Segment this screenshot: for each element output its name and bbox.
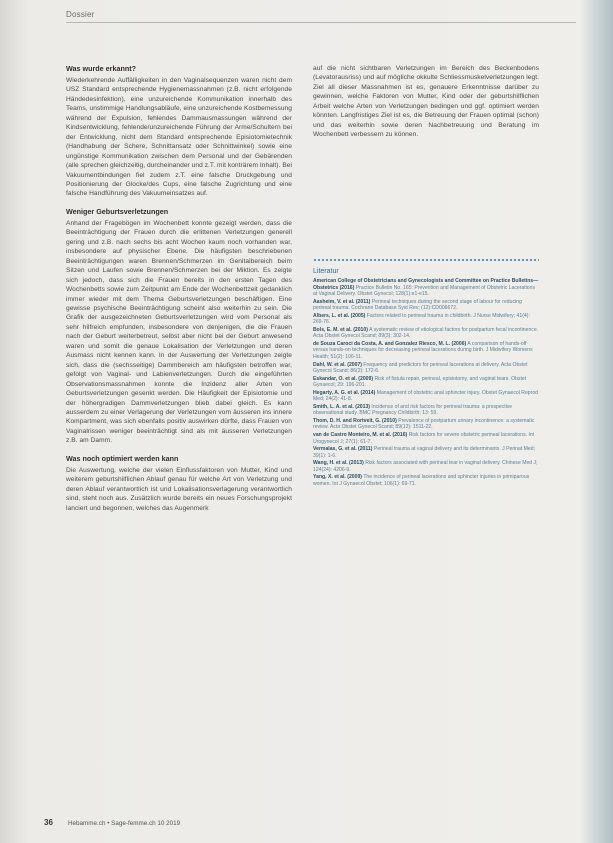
left-column bbox=[66, 64, 292, 521]
section-body: Wiederkehrende Auffälligkeiten in den Vaginalsequenzen waren nicht dem USZ Standard entsprechende Hygienemassnahmen (z.B. nicht erfolgende Händedesinfektion), eine unzureichende Kommunikation innerhalb des Teams, unstimmige Handlungsabläufe, eine unzureichende Kostbemessung während der Expulsion, fehlendes Dammausmassungen während der Kindsentwicklung, fehlende/unzureichende Führung der Arme/Schultern bei der Entwicklung, nicht dem Standard entsprechende Episiotomietechnik (Handhabung der Schere, Schnittansatz oder Schnittwinkel) sowie eine ungünstige Kommunikation zwischen dem Personal und der Gebärenden (alle sprechen gleichzeitig, durcheinander und z.T. mit konträrem Inhalt). Bei Vakuumentbindungen fiel zudem z.T. eine falsche Druckgebung und Positionierung der Glocke/des Cups, eine falsche Zugrichtung und eine falsche Handführung des Vakuumeinsatzes auf. bbox=[66, 77, 292, 198]
reference-detail: Management of obstetric anal sphincter injury. Obstet Gynaecol Reprod Med; 24(2): 41-8. bbox=[313, 389, 538, 403]
reference-author: Wang, H. et al. (2013) bbox=[313, 460, 364, 467]
section-heading: Weniger Geburtsverletzungen bbox=[66, 206, 169, 216]
reference-item bbox=[313, 299, 539, 312]
reference-item bbox=[313, 460, 539, 473]
reference-item bbox=[313, 390, 539, 403]
reference-detail: Frequency and predictors for perineal lacerations at delivery. Acta Obstet Gynecol Scand; 86(2): 172-6. bbox=[313, 361, 528, 375]
reference-detail: Perineal techniques during the second stage of labour for reducing perineal trauma. Cochrane Database Syst Rev; (12):CD006672. bbox=[313, 298, 522, 312]
reference-author: Aasheim, V. et al. (2011) bbox=[313, 298, 371, 305]
header-rule bbox=[66, 22, 576, 23]
reference-detail: A systematic review of etiological factors for postpartum fecal incontinence. Acta Obstet Gynecol Scand; 89(3): 302-14. bbox=[313, 326, 539, 340]
reference-author: Smith, L. A. et al. (2013) bbox=[313, 403, 370, 410]
reference-item bbox=[313, 474, 539, 487]
reference-detail: Risk factors for severe obstetric perineal lacerations. Int Urogynecol J; 27(1): 61-7. bbox=[313, 432, 535, 445]
publication-footer: Hebamme.ch • Sage-femme.ch 10 2019 bbox=[68, 820, 181, 827]
reference-author: van de Castro Monteiro, M. et al. (2016) bbox=[313, 432, 408, 439]
literature-heading: Literatur bbox=[313, 268, 339, 275]
reference-detail: Prevalence of postpartum urinary incontinence: a systematic review. Acta Obstet Gynecol Scand; 89(12): 1511-22. bbox=[313, 417, 535, 431]
reference-item bbox=[313, 313, 539, 326]
continued-body: auf die nicht sichtbaren Verletzungen im Bereich des Beckenbodens (Levatorausriss) und auf mögliche okkulte Schliessmuskelverletzungen legt. Ziel all dieser Massnahmen ist es, genauere Erkenntnisse darüber zu gewinnen, welche Faktoren von Mutter, Kind oder der geburtshilflichen Arbeit welche Arten von Verletzungen bedingen und ggf. optimiert werden könnten. Langfristiges Ziel ist es, die Betreuung der Frauen optimal (schon) und das weiterhin sowie deren Nachbetreuung und Beratung im Wochenbett verbessern zu können. bbox=[313, 65, 539, 139]
reference-author: Yang, X. et al. (2009) bbox=[313, 474, 362, 481]
section-body: Die Auswertung, welche der vielen Einflussfaktoren von Mutter, Kind und weiterem geburtshilflichen Ablauf genau für welche Art von Verletzung und deren Ablauf verantwortlich ist und Lokalisationsverlagerung verantwortlich sind, steht noch aus. Zusätzlich wurde bereits ein neues Forschungsprojekt lanciert und begonnen, welches das Augenmerk bbox=[66, 466, 292, 512]
section-geburtsverletzungen bbox=[66, 207, 292, 446]
section-tag: Dossier bbox=[66, 10, 95, 19]
reference-item bbox=[313, 278, 539, 298]
section-body: Anhand der Fragebögen im Wochenbett konnte gezeigt werden, dass die Beeinträchtigung der Frauen durch die erlittenen Verletzungen generell gering und z.B. nach sechs bis acht Wochen kaum noch vorhanden war, insbesondere auf physischer Ebene. Die häufigsten beschriebenen Beeinträchtigungen waren Brennen/Schmerzen im Genitalbereich beim Sitzen und Laufen sowie Brennen/Schmerzen bei der Miktion. Es zeigte sich jedoch, dass sich die Frauen bereits in den ersten Tagen des Wochenbetts sowie zum Zeitpunkt am Ende der Wochenbettzeit gedanklich immer wieder mit dem Thema Geburtsverletzungen beschäftigen. Eine gewisse psychische Beeinträchtigung scheint also weiterhin zu sein. Die Grafik der ausgezeichneten Geburtsverletzungen wird vom Personal als sehr hilfreich empfunden, insbesondere von denjenigen, die die Frauen nach der Geburt weiterbetreut, selbst aber nicht bei der Geburt anwesend waren und somit die genaue Lokalisation der Verletzungen und deren Ausmass nicht kennen kann. In der Auswertung der Verletzungen zeigte sich, dass die (sechsseitige) Dammbereich am häufigsten betroffen war, gefolgt von Vaginal- und Labienverletzungen. Durch die eingeführten Observationsmassnahmen konnte die Inzidenz aller Arten von Geburtsverletzungen gesenkt werden. Die Häufigkeit der Episiotomie und der höhergradigen Dammverletzungen blieb dabei gleich. Es kann ausserdem zu einer Verlagerung der Verletzungen vom äusseren ins innere Kompartment, was sich ebenfalls positiv auswirken dürfte, dass Frauen von Vaginalrissen weniger beeinträchtigt sind als mit äusseren Verletzungen z.B. am Damm. bbox=[66, 219, 292, 445]
reference-item bbox=[313, 376, 539, 389]
reference-detail: A comparison of hands-off versus hands-on techniques for decreasing perineal lacerations during birth. J Midwifery Womens Health; 51(2): 106-11. bbox=[313, 340, 533, 361]
reference-author: Thom, D. H. and Rortveit, G. (2010) bbox=[313, 417, 397, 424]
right-column bbox=[313, 64, 539, 140]
reference-item bbox=[313, 327, 539, 340]
section-heading: Was wurde erkannt? bbox=[66, 64, 137, 73]
reference-detail: Practice Bulletin No. 165: Prevention and Management of Obstetric Lacerations at Vaginal Delivery. Obstet Gynecol; 128(1):e1-e15. bbox=[313, 284, 535, 298]
reference-item bbox=[313, 404, 539, 417]
reference-item bbox=[313, 341, 539, 361]
reference-author: American College of Obstetricians and Gynecologists and Committee on Practice Bulletins—Obstetrics (2016) bbox=[313, 278, 539, 291]
section-erkannt bbox=[66, 64, 292, 199]
dotted-divider bbox=[313, 258, 539, 262]
reference-detail: Factors related to perineal trauma in childbirth. J Nurse Midwifery; 41(4): 269-76. bbox=[313, 312, 530, 326]
section-optimiert bbox=[66, 454, 292, 513]
reference-detail: Perineal trauma at vaginal delivery and its determinants. J Perinat Med; 39(1): 1-6. bbox=[313, 446, 535, 459]
reference-item bbox=[313, 446, 539, 459]
reference-detail: Risk of fistula repair, perineal, episiotomy, and vaginal tears. Obstet Gynaecol; 29: 196-201. bbox=[313, 375, 527, 389]
reference-list bbox=[313, 278, 539, 487]
reference-detail: The incidence of perineal lacerations and sphincter injuries in primiparous women. Int J Gynaecol Obstet; 106(1): 69-71. bbox=[313, 474, 530, 487]
reference-author: Vermalas, G. et al. (2011) bbox=[313, 446, 373, 453]
reference-item bbox=[313, 362, 539, 375]
literature-box bbox=[313, 258, 539, 488]
reference-author: Bols, E. M. et al. (2010) bbox=[313, 326, 368, 333]
reference-author: de Souza Caroci da Costa, A. and Gonzalez Riesco, M. L. (2006) bbox=[313, 340, 467, 347]
scan-edge-shadow bbox=[579, 0, 613, 843]
section-heading: Was noch optimiert werden kann bbox=[66, 453, 179, 463]
page-number: 36 bbox=[44, 818, 53, 827]
reference-detail: Risk factors associated with perineal tear in vaginal delivery. Chinese Med J; 124(24): 4206-9. bbox=[313, 460, 538, 473]
reference-detail: Incidence of and risk factors for perineal trauma: a prospective observational study. BMC Pregnancy Childbirth; 13: 59. bbox=[313, 403, 513, 417]
reference-author: Hegarty, A. G. et al. (2014) bbox=[313, 389, 376, 396]
reference-author: Dahl, W. et al. (2007) bbox=[313, 361, 362, 368]
reference-author: Eskandar, O. et al. (2009) bbox=[313, 375, 374, 382]
reference-author: Albers, L. et al. (2005) bbox=[313, 312, 366, 319]
reference-item bbox=[313, 432, 539, 445]
reference-item bbox=[313, 418, 539, 431]
